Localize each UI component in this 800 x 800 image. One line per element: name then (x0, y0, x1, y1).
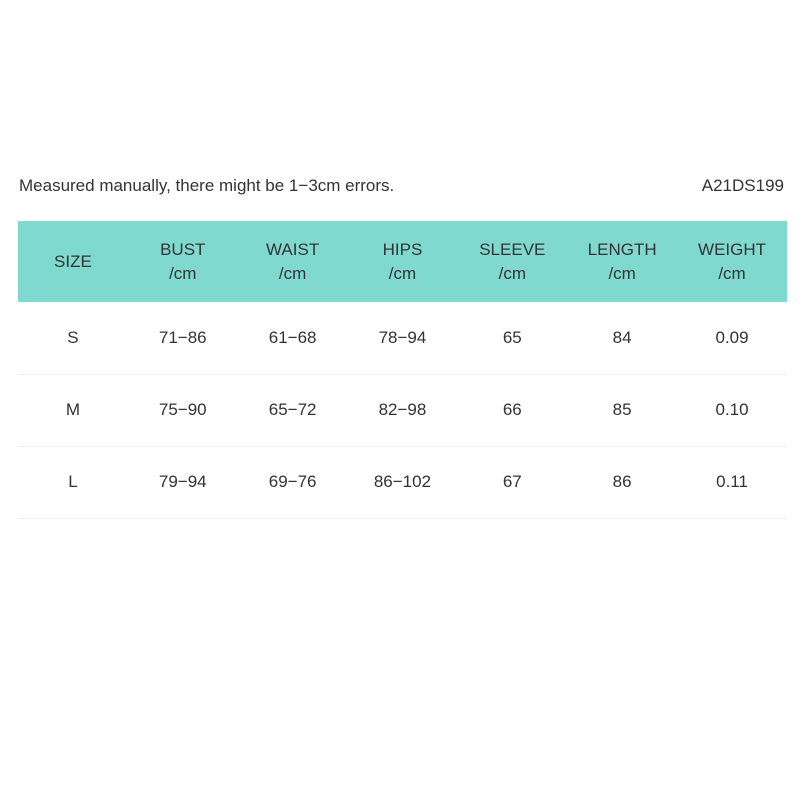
column-header-weight (677, 221, 787, 302)
table-row-s (18, 302, 787, 374)
column-unit: /cm (498, 263, 526, 283)
cell-length: 86 (612, 472, 632, 491)
cell-weight: 0.11 (716, 472, 748, 491)
header-row (18, 221, 787, 302)
cell-size: L (68, 472, 78, 491)
cell-waist: 61−68 (268, 327, 317, 347)
column-name: LENGTH (587, 239, 657, 259)
column-name: SIZE (54, 251, 92, 271)
measurement-note: Measured manually, there might be 1−3cm errors. (19, 176, 395, 195)
cell-hips: 86−102 (373, 472, 432, 491)
cell-sleeve: 65 (502, 327, 522, 347)
column-header-size (18, 221, 128, 302)
column-unit: /cm (718, 263, 746, 283)
cell-hips: 78−94 (378, 327, 427, 347)
column-header-waist (238, 221, 348, 302)
cell-hips: 82−98 (378, 400, 427, 419)
cell-length: 85 (612, 400, 632, 419)
column-name: BUST (160, 239, 206, 259)
size-chart-table (18, 221, 787, 519)
cell-weight: 0.10 (715, 400, 749, 419)
column-unit: /cm (278, 263, 307, 283)
cell-waist: 65−72 (268, 400, 317, 419)
table-row-l (18, 446, 787, 518)
cell-weight: 0.09 (715, 327, 749, 347)
column-unit: /cm (388, 263, 417, 283)
table-row-m (18, 374, 787, 446)
column-header-sleeve (457, 221, 567, 302)
table-body (18, 302, 787, 518)
cell-sleeve: 66 (502, 400, 522, 419)
column-header-length (567, 221, 677, 302)
table-header (18, 221, 787, 302)
column-header-bust (128, 221, 238, 302)
cell-bust: 75−90 (158, 400, 207, 419)
cell-sleeve: 67 (502, 472, 522, 491)
cell-length: 84 (612, 327, 632, 347)
cell-size: M (65, 400, 80, 419)
column-unit: /cm (608, 263, 636, 283)
column-header-hips (348, 221, 458, 302)
column-name: WEIGHT (698, 239, 767, 259)
cell-bust: 79−94 (158, 472, 207, 491)
column-name: WAIST (266, 239, 320, 259)
column-name: SLEEVE (479, 239, 546, 259)
cell-bust: 71−86 (158, 327, 207, 347)
product-code: A21DS199 (701, 176, 784, 195)
cell-size: S (67, 327, 79, 347)
column-unit: /cm (169, 263, 197, 283)
column-name: HIPS (382, 239, 423, 259)
cell-waist: 69−76 (268, 472, 317, 491)
